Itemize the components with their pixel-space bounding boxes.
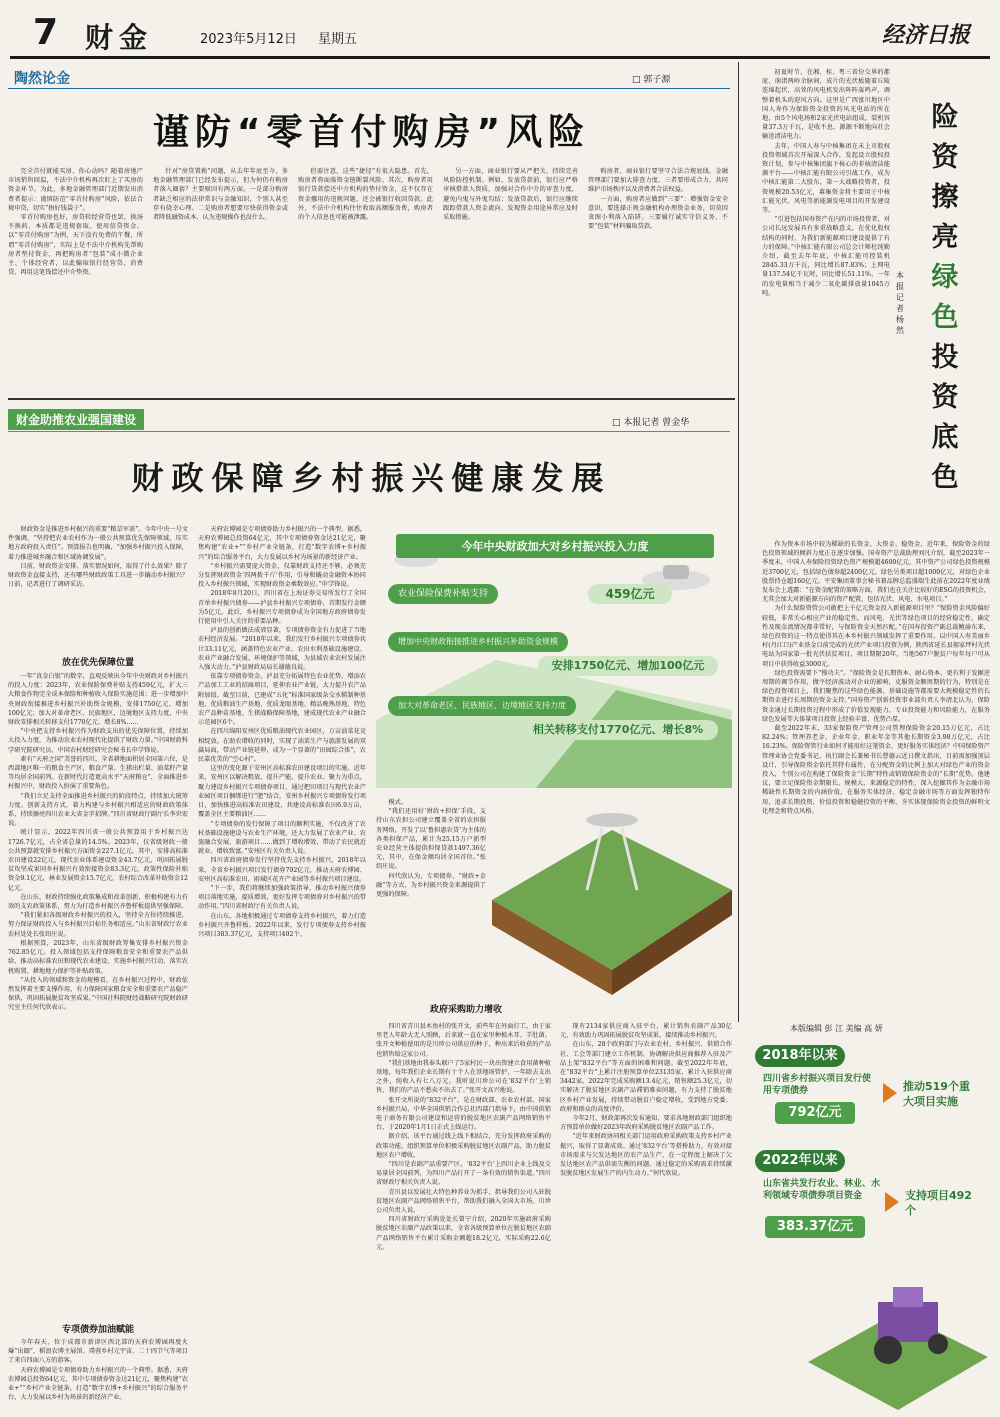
paragraph: 2018年8月20日，四川省在上海证券交易所发行了全国首单乡村振兴债券——泸县乡村振兴专项债券，首期发行金额为5亿元。此后，乡村振兴专项债券成为全国地方政府债券发行使用中引人关注的重要品种。 [198,590,366,626]
paragraph: 目前，财政资金安排、落实情况如何，取得了什么效果？除了财政资金直接支持，还有哪些财政政策工具进一步撬动乡村振兴？日前，记者进行了调研采访。 [8,562,188,589]
paragraph: 在山东，28个政府部门与农业农村、乡村振兴、供销合作社、工会等部门建立工作机制，协调解决供应商推荐入驻及产品上架“832平台”等方面的困难和问题。截至2022年年底，在“832平台”上累计注册预算单位23135家，累计入驻供应商3442家。2022年完成采购额13.4亿元，销售额25.3亿元，切实解决了脱贫地区农副产品滞销难卖问题，有力支持了脱贫地区乡村产业发展，持续带动脱贫户稳定增收，受到地方党委、政府和群众的高度评价。 [560,1041,732,1113]
title-char: 色 [931,462,959,493]
stat-arrow [883,1083,897,1103]
paragraph: 购房者、商业银行要坚守合法合规底线，金融管理部门要加大排查力度，三者要形成合力，共同维护市场秩序以及消费者合法权益。 [588,168,728,194]
paragraph: 素有“天府之国”美誉的四川，全省耕地面积居全国第六位，是西部地区唯一的粮食主产区，粮食产量、生猪出栏量、油菜籽产量等均居全国前列。在新时代打造更高水平“天府粮仓”，全面推进乡村振兴中，财政投入扮演了重要角色。 [8,755,188,791]
farm-illustration [492,790,732,995]
column-tag-underline [8,88,730,89]
paragraph: 张开文所说的“832平台”，是在财政部、农业农村部、国家乡村振兴局、中华全国供销合作总社四部门指导下，由中国供销电子商务有限公司建设和运营的脱贫地区农副产品网络销售平台，于2020年1月1日正式上线运行。 [376,1096,551,1132]
right-col-2 [762,540,990,1010]
paragraph: 为什么保险资管公司敢把上千亿元资金投入新能源项目里？“保险资金风险偏好较低，非常关心相应产业的稳定性。而风电、光伏等绿色项目的经营稳定性、确定性及现金流情况都非常好，与保险资金天然匹配。”在国寿投资产副总裁鲍渝东来，绿色投资的这一特点使得其在本乡村振兴领域发挥了重要作用。以中国人寿美丽乡村(丹江口)产业基金目前完成的光伏产业项目投资为例，陕西省延长县郝家坪村光伏电站为国家第一批光伏扶贫项目，项目期限20年，当地567户脱贫户每年每户可从项目中获得收益3000元。 [762,605,990,668]
top-article-col-2 [153,167,288,389]
column-tag-underline [8,431,730,432]
middle-col-1b [8,672,188,1214]
paragraph: “下一步，我们将继续加强政策指导，推动乡村振兴债券项目落地实施，提质增效，更好发挥专项债券对乡村振兴的带动作用。”四川省财政厅有关负责人说。 [198,884,366,911]
stat-box-2022 [755,1150,987,1240]
paragraph: 初夏时节，在湘、桂、粤三省份交界的都庞、萌渚两岭余脉间，成片的光伏板随着丘陵连绵起伏，高耸的风电机发出阵阵轰鸣声，调整着机头的迎风方向。这里是广西富川地区中国人寿作为保险资金投资的风光电站的所在地，由5个风电场和2家光伏电站组成，装机容量37.3万千瓦，是收不息、源源不断地向社会输送清洁电力。 [762,69,890,141]
item-value: 459亿元 [588,584,672,604]
paragraph: “中央把支持乡村振兴作为财政支出的优先保障位置，持续加大投入力度，为推动农业农村现代化提供了财政力量。”中国财政科学研究院研究员、中国农村财经研究会秘书长申学锋说。 [8,728,188,754]
title-char: 底 [931,422,959,453]
paragraph: 泸县的创新做法成效显著，专项债券资金有力促进了当地农村经济发展。“2018年以来，我们发行乡村振兴专项债券共计33.11亿元，涵盖特色农业产业、农田水利基础设施建设、农业产业融合发展、环境保护等领域，为县域农业农村发展注入强大动力。”泸县财政局局长谢德良说。 [198,627,366,672]
paragraph: 另一方面，商业银行要从严把关，持续完善风险防控机制。例如，发放贷款前，银行应严格审核借款人资质，加强对合作中介的审查力度，避免内鬼与外鬼勾结；发放贷款后，银行应继续跟踪借款人资金流向，发现资金用途异常应及时采取措施。 [443,168,578,222]
paragraph: 这里的变化源于安州区高标准农田建设项目的实施。近年来，安州区以解决粗放、提升产能、提升农业、聚力为重点，聚力建设乡村振兴专项债券项目，通过把田项目与现代农业产业园区项目捆绑进行“肥”结合，安州乡村振兴专项债券发行项目，加快推进高标准农田建设，共建设高标准农田6.9万亩，覆盖全区主要粮油区…… [198,765,366,819]
infographic [376,520,732,788]
paragraph: “四川是农副产品重要产区，‘832平台’上四川企业上线及交易量居全国前列，为四川产品打开了一条有效的销售渠道。”四川省财政厅相关负责人说。 [376,1161,551,1187]
article-title: 财政保障乡村振兴健康发展 [131,459,612,497]
paragraph: 一方面，购房者应做到“三要”：增强资金安全意识，要选择正规金融机构办理资金业务，切莫因贪图小利落入陷阱。三要履行诚实守信义务，不要“包装”材料骗取贷款。 [588,195,728,231]
issue-date: 2023年5月12日 [200,32,297,47]
paragraph: 四川省财政厅采购处处长曾宁介绍，2020年实施政府采购脱贫地区农副产品政策以来，全省各级预算单位在脱贫地区农副产品网络销售平台累计采购金额超18.2亿元，实际采购22.6亿元。 [376,1216,551,1251]
title-char: 资 [931,382,959,413]
paragraph: “近年来财政协同相关部门运用政府采购政策支持乡村产业振兴，取得了显著成效。通过‘832平台’等搭桥助力，有效对接市场需求与欠发达地区的农产品生产，在一定程度上解决了欠发达地区农产品供需失衡的问题。通过稳定的采购需求持续激发脱贫地区发展生产的内生动力。”何代欣说。 [560,1133,732,1178]
paragraph: “我们基地由我奉头联户了5家村民一块出资建立食用菌种植基地，每年我们企业长期有十个人在基地场管护，一年除去支出之外，纯收入有七八万元。我听说川珍公司在‘832平台’上销售，我们的产品不愁卖不出去了。”张开文高兴地说。 [376,1059,551,1095]
issue-weekday: 星期五 [318,32,358,47]
column-tag: 陶然论金 [14,71,70,87]
top-article [8,62,735,392]
top-article-col-3 [298,167,433,389]
paragraph: 作为资本市场中较为稀缺的长资金、大资金、稳资金，近年来，保险资金的绿色投资领域的倾斜力度正在逐步加强。国寿资产总裁助理刘凡介绍，截至2023年一季度末，中国人寿保险投资绿色资产规模超4600亿元，其中资产公司绿色投资规模近3700亿元，包括绿色债券超2400亿元、绿色另类项目超1000亿元，对绿色企业股票持仓超160亿元。平安集团董事会秘书兼品牌总监盛瑞生此前在2022年度业绩发布会上透露：“在资金配置的策略方面，我们也在关注比较好的ESG的投资机会，尤其会加大对新能源方向的资产配置，包括光伏、风电、水电项目。” [762,541,990,604]
top-article-col-4 [443,167,578,389]
item-label: 加大对革命老区、民族地区、边境地区支持力度 [388,696,576,716]
infographic-item-3 [388,696,718,740]
title-char: 亮 [931,222,959,253]
title-char: 擦 [931,182,959,213]
paragraph: “引进包括国寿资产在内的市场投资者，对公司长远发展具有多重战略意义，在优化股权结构的同时，为我们新能源项目建设提供了有力的保障。”中核汇能有限公司总会计师杜纯勤介绍，截至去年年底，中核汇能可控装机2845.33万千瓦，同比增长87.83%；上网电量137.54亿千瓦时，同比增长51.11%，一年的发电量相当于减少二氧化碳排放量1045万吨。 [762,216,890,297]
paragraph: 但需注意，这些“捷径”有很大隐患。首先，购房者将面临资金链断裂风险。其次，购房者用银行贷款偿还中介机构的垫付资金，这不仅存在资金挪用的违规问题，还会被银行收回贷款。此外，不法中介机构往往收取高额服务费，购房者的个人信息也可能被泄露。 [298,168,433,222]
right-column-border [738,62,739,1022]
stat-label: 四川省乡村振兴项目发行使用专项债券 [763,1074,872,1096]
page-number: 7 [33,12,59,53]
right-vertical-title [925,100,965,520]
title-char: 绿 [931,262,959,293]
middle-col-3a [376,798,486,978]
stat-label: 山东省共发行农业、林业、水利领域专项债券项目资金 [763,1179,881,1201]
subhead-3: 政府采购助力增收 [429,1005,502,1015]
paragraph: 零首付购房也好，房贷转经营贷也罢，换汤不换药，本质都是违规套取、使用信贷资金。以“零首付购房”为例，天下没有免费的午餐，所谓“零首付购房”，实际上是不法中介机构先帮购房者垫付资金，再把购房者“包装”成小微企业主、个体经营者，以此骗取银行经营贷、消费贷，再用这笔钱偿还中介垫资。 [8,214,143,277]
paragraph: 天府农博园是专项债券助力乡村振兴的一个典型。据悉，天府农博园总投资64亿元，其中专项债券资金达21亿元，聚焦构建“农业+”“乡村产业全链条，打造“数字农博+乡村振兴”的综合服务平台，大力发展以乡村为场景的新经济产业。 [198,526,366,561]
paragraph: 一年“真金白银”的数字，直观反映出今年中央财政对乡村振兴的投入力度：2023年，农业保险保费补贴支持459亿元，扩大三大粮食作物完全成本保险和种植收入保险实施范围；进一步增加中央财政衔接推进乡村振兴补助资金规模，安排1750亿元、增加100亿元；加大对革命老区、民族地区、边境地区支持力度，中央财政安排相关转移支付1770亿元、增长8%…… [8,673,188,727]
paragraph: “专项债券的发行保障了项目的顺利实施，不仅改善了农村基础设施建设与农业生产环境，还大力发展了农业产业、农旅融合发展、旅游项目……做到了增收增效，带动了农民就近就业、增收致富。”安州区有关负责人说。 [198,820,366,856]
paragraph: 在四川绵阳安州区优质粮油现代农业园区，万亩油菜花竞相绽放。在助农增收的同时，实现了油菜生产与旅游发展的双赢局面，带动产业链延伸，成为一个显著的“田园综合体”，农民靠优美的“空心村”。 [198,728,366,764]
paragraph: 去年，中国人寿与中核集团在未上市股权投资领域首次开展深入合作，发起设立股权投资计划，参与中核集团旗下核心的非核清洁能源平台——中核汇能有限公司引战工作，成为中核汇能第二大股东，第一大战略投资者，投资规模20.53亿元，募集资金将主要用于中核汇能光伏、风电等新能源发电项目的开发建设等。 [762,142,890,215]
paragraph: 依靠专项债券资金，泸县充分拓展特色农业优势，增添农产品加工工业的招商项目，延伸农业产业链，大力提升农产品附加值。截至目前，已建成“五化”标准国家级杂交水稻制种基地、优质粮油生产基地、优质龙眼基地、精品晚熟基地、特色农产品种苗基地、生猪战略保障基地，建成现代农业产业融合示范园区6个。 [198,673,366,727]
stat-arrow [885,1192,899,1212]
paragraph: 绿色投资需要下“慢功夫”。“保险资金是长期资本、耐心资本，更有利于发掘逆周期的调节作用，做平经济波动对企业的影响，克服资金顺周期的行为，特别是在绿色投资项目上，我们聚焦的这些绿色能源、基础设施等都需要大规模稳定性的长期资金进行长周期的资金支持。”国寿资产创新投资事业部负责人李清北认为，保险资金通过长期投资过程中形成了价值发现能力，专业投资能力和风险能力，在服务绿色发展等大体量项目投资上经验丰富、优势凸显。 [762,669,990,723]
title-char: 投 [931,342,959,373]
stat-year: 2022年以来 [755,1150,845,1172]
infographic-item-1 [388,584,718,606]
right-byline: 本报记者 杨 然 [896,271,904,335]
title-char: 险 [931,102,959,133]
paragraph: 天府农博园是专项债券助力乡村振兴的一个典型。据悉，天府农博园总投资64亿元，其中专项债券资金达21亿元，聚焦构建“农业+”“乡村产业全链条，打造“数字农博+乡村振兴”的综合服务平台，大力发展以乡村为场景的新经济产业。 [8,1366,188,1402]
stat-year: 2018年以来 [755,1045,845,1067]
middle-col-1a [8,525,188,647]
item-label: 增加中央财政衔接推进乡村振兴补助资金规模 [388,632,568,652]
paragraph: “我们紧扣各级财政乡村振兴的投入，坚持全方位持续推进，努力保证财政投入与乡村振兴目标任务相适应。”山东省财政厅农业农村处处长张绍庄说。 [8,912,188,938]
stat-value: 383.37亿元 [765,1216,865,1238]
paragraph: 在山东，财政持续强化政策集成和改革创新，积极构建有力有效的支农政策体系，努力为打造乡村振兴齐鲁样板提供坚强保障。 [8,893,188,911]
byline: □ 郭子源 [632,75,671,85]
middle-col-4 [560,1022,732,1272]
stat-sub: 支持项目492个 [905,1189,972,1217]
top-article-col-5 [588,167,728,389]
infographic-title: 今年中央财政加大对乡村振兴投入力度 [396,534,714,558]
paragraph: 针对“房贷置换”问题，从去年年底至今，多地金融管理部门已经发布提示，但为何仍有购房者落入圈套？主要原因有两方面。一是部分购房者缺乏相应的法律常识与金融知识，个别人甚至存有侥幸心理。二是购房者想要尽快获得资金或者降低融资成本，认为违规操作也没什么。 [153,168,288,222]
paragraph: “乡村振兴需要庞大资金，仅靠财政支持还不够，必须充分发挥财政资金‘四两拨千斤’作用，引导和撬动金融资本协同投入乡村振兴领域，实现财政资金乘数效应。”申学锋说。 [198,562,366,589]
paragraph: 截至2022年末，33家保险资产管理公司管理保险资金20.15万亿元，占比82.24%；管理养老金、企业年金、职业年金等其他长期资金3.98万亿元，占比16.23%。保险资管行业如何才能用好这笔资金、更好服务实体经济？中国保险资产管理业协会党委书记、执行副会长兼秘书长曹德云近日撰文指出，目前需加强顶层设计，引导保险资金依托其特有属性，在分配资金的比例上加大对绿色产业的资金投入，个别公司在构建了保险资金“长期”特性或销毁保险资金的“长期”优势。他建议，要立足保险资金期限长、规模大、来源稳定的特性，深入挖掘其作为金融市场稀缺性长期资金的内涵价值，在服务实体经济、稳定金融市场等方面发挥独特作用，追求长期投资，价值投资和稳健投资的平衡，夯实体现保险资金投资的鲜明文化理念和特点风格。 [762,725,990,815]
paragraph: 今年2月，财政部再次发布通知，要求各地财政部门组织地方预算单位做好2023年政府采购脱贫地区农副产品工作。 [560,1115,732,1132]
paragraph: 模式。 [388,799,407,806]
paragraph: 统计显示，2022年四川省一般公共预算用于乡村振兴达1726.7亿元，占全省总量的14.5%。2023年，仅省级财政一般公共预算就安排乡村振兴方面资金227.1亿元。其中，安排高标准农田建设22亿元，现代农业体系建设资金43.7亿元，巩固拓展脱贫攻坚成果同乡村振兴有效衔接资金83.3亿元，政策性保险补贴资金9.1亿元，林业发展资金15.7亿元，农村综合改革补助资金12亿元。 [8,829,188,892]
paragraph: “我们立足支持全面推进乡村振兴的阶段特点，持续加大统筹力度、创新支持方式，着力构建与乡村振兴相适应的财政政策体系，持续擦亮四川农业大省金字招牌。”四川省财政厅副厅长李世宏说。 [8,792,188,828]
stat-sub: 推动519个重大项目实施 [903,1080,970,1108]
paragraph: 财政资金是推进乡村振兴的重要“粮草军需”。今年中央一号文件强调，“坚持把农业农村作为一般公共预算优先保障领域，压实地方政府投入责任”。预算报告也明确，“加强乡村振兴投入保障，着力推进城乡融合和区域协调发展”。 [8,526,188,561]
paragraph: “我们还用好‘财政+担保’手段，支持山东农担公司建立覆盖全省的农担服务网络，开发了以‘鲁担惠农贷’为主体的各类担保产品，累计为25.15万户新型农业经营主体提供担保贷款1497.36亿元，其中，在保金额均居全国首位。”张绍庄说。 [376,808,486,871]
tractor-illustration [808,1262,988,1412]
title-char: 色 [931,302,959,333]
paragraph: “从投入的领域和资金的规模看，在乡村振兴过程中，财政依然发挥着主要支撑作用，有力保障国家粮食安全和重要农产品稳产保供，巩固拓展脱贫攻坚成果。”中国社科院财经战略研究院财政研究室主任何代欣表示。 [8,976,188,1012]
paragraph: 四川省青川县木鱼村的张开文，前些年在外面打工，由于家里老人年龄大无人照顾，后来就一直在家里种植木耳、羊肚菌。张开文种植使用的是川珍公司供应的种子，种出来后收获的产品也销售给这家公司。 [376,1023,551,1058]
item-value: 相关转移支付1770亿元、增长8% [518,720,718,740]
section-name: 财金 [85,21,154,54]
middle-col-1c [8,1338,188,1410]
paragraph: 完全首付就能买房，你心动吗？随着房地产市场销售回温，不法中介机构再次盯上了买房的资金环节。为此，多地金融管理部门近期发出消费者提示：谨慎防范“零首付购房”风险，依法合规申贷，切实“捂好钱袋子”。 [8,168,143,212]
title-char: 资 [931,142,959,173]
editors-credit: 本版编辑 彭 江 美编 高 妍 [790,1024,883,1033]
paragraph: 现有2134家供应商入驻平台，累计销售农副产品30亿元，有效助力巩固拓展脱贫攻坚成果，接续推动乡村振兴。 [560,1023,732,1040]
infographic-item-2 [388,632,718,676]
byline: □ 本报记者 曾金华 [612,418,690,428]
paragraph: 何代欣认为，专项债券、“财政+金融”等方式，为乡村振兴资金来源提供了更强的保障。 [376,872,486,899]
right-col-1 [762,68,890,538]
paragraph: 四川省政府债券发行坚持优先支持乡村振兴，2018年以来，全省乡村振兴项目发行债券792亿元，推动天府农博园、安州区高标准农田、雨城区花卉产业园等乡村振兴项目建设。 [198,857,366,883]
article-title: 谨防“零首付购房”风险 [152,112,591,153]
middle-col-2 [198,525,366,1410]
paper-logo: 经济日报 [882,22,971,48]
masthead-rule [10,56,990,59]
top-article-col-1 [8,167,143,389]
middle-article-header [8,405,735,515]
stat-box-2018 [755,1045,987,1125]
paragraph: 据介绍，该平台通过线上线下相结合，充分发挥政府采购的政策功能，组织预算单位积极采购脱贫地区农副产品，助力脱贫地区农户增收。 [376,1133,551,1159]
subhead-2: 专项债券加油赋能 [61,1325,134,1335]
paragraph: 根据预算，2023年，山东省级财政筹集安排乡村振兴资金762.85亿元。投入领域包括支持保障粮食安全和重要农产品供给、推动高标准农田和现代农业建设、实施乡村振兴行动、落实农机购置、耕地地力保护等补贴政策。 [8,939,188,975]
paragraph: 今年春天，位于成都市新津区西北部的天府农博园再度火爆“出圈”，稻浪农博主展馆、璞蓉乡村元宇宙、二十四节气等项目了来自四面八方的游客。 [8,1339,188,1365]
stat-value: 792亿元 [775,1102,855,1124]
middle-col-3b [376,1022,551,1410]
item-label: 农业保险保费补贴支持 [388,584,498,604]
subhead-1: 放在优先保障位置 [61,658,134,668]
section-divider [8,398,735,400]
column-tag: 财金助推农业强国建设 [8,409,144,430]
paragraph: 青川县以发展壮大特色种养业为抓手，指导我们公司入驻脱贫地区农副产品网络销售平台，帮助我们融入全国大市场。川珍公司负责人说。 [376,1188,551,1215]
item-value: 安排1750亿元、增加100亿元 [538,656,718,676]
masthead [0,0,1000,62]
paragraph: 在山东，各地积极通过专项债券支持乡村振兴，着力打造乡村振兴齐鲁样板。2022年以来，发行专项债券支持乡村振兴项目383.37亿元，支持项目492个。 [198,912,366,938]
